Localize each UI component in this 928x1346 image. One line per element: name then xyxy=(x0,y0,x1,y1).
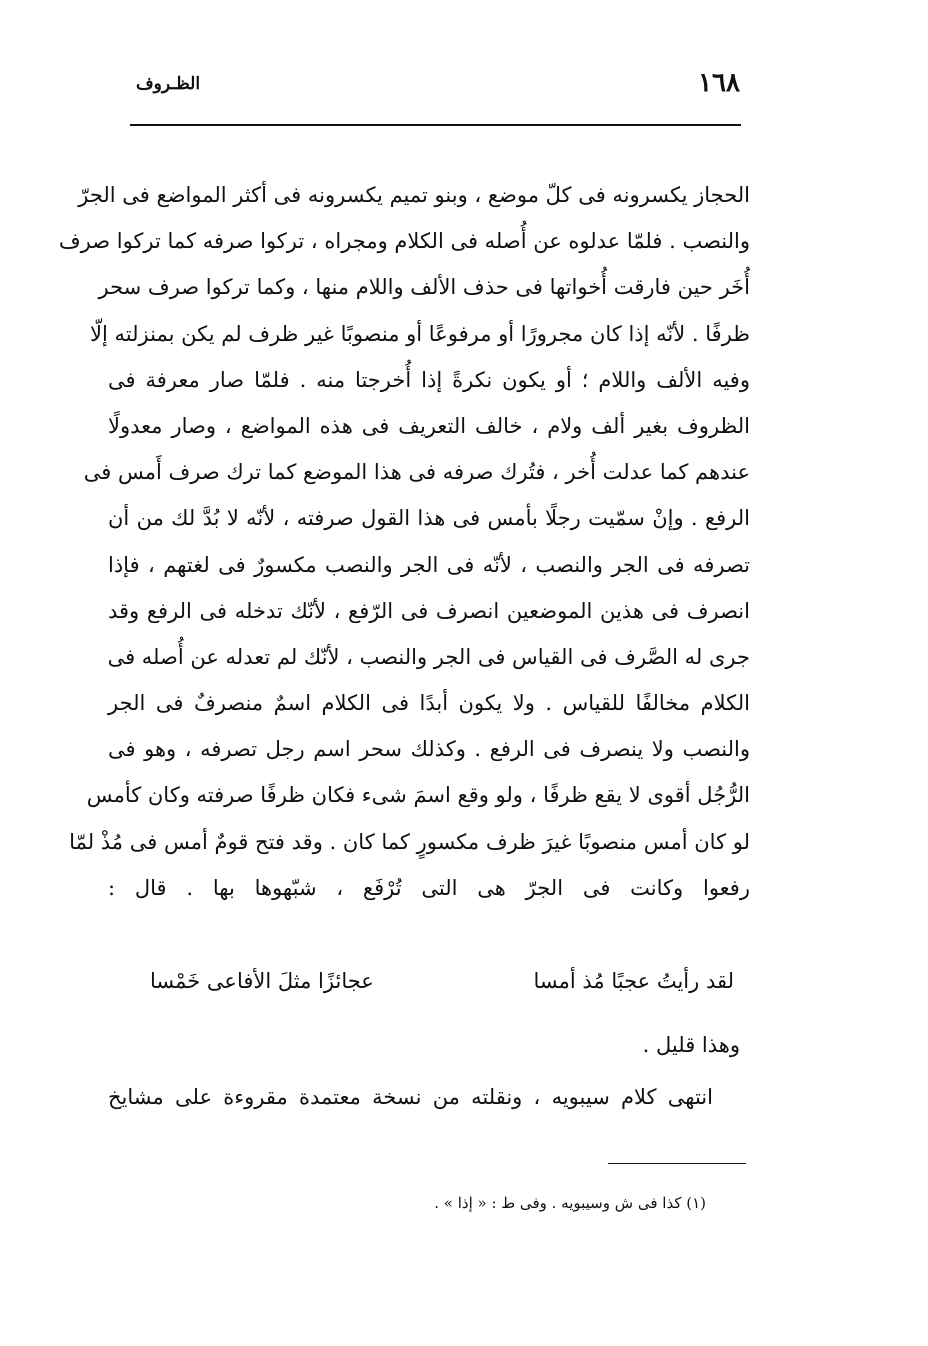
text-line: الظروف بغير ألف ولام ، خالف التعريف فى هذه المواضع ، وصار معدولًا xyxy=(108,413,750,438)
after-verse-text: وهذا قليل . xyxy=(642,1033,740,1057)
text-line: رفعوا وكانت فى الجرّ هى التى تُرْفَع ، شبّهوها بها . قال : xyxy=(108,875,750,900)
body-text xyxy=(58,172,750,911)
page-number: ١٦٨ xyxy=(698,68,740,98)
text-line: انصرف فى هذين الموضعين انصرف فى الرّفع ، لأنّك تدخله فى الرفع وقد xyxy=(108,598,750,623)
text-line: تصرفه فى الجر والنصب ، لأنّه فى الجر والنصب مكسورٌ فى لغتهم ، فإذا xyxy=(108,552,750,577)
text-line: عندهم كما عدلت أُخر ، فتُرك صرفه فى هذا الموضع كما ترك صرف أَمس فى xyxy=(83,460,750,485)
footnote-rule xyxy=(608,1163,746,1164)
closing-line: انتهى كلام سيبويه ، ونقلته من نسخة معتمدة مقروءة على مشايخ xyxy=(108,1085,713,1109)
text-line: وفيه الألف واللام ؛ أو يكون نكرةً إذا أُخرجتا منه . فلمّا صار معرفة فى xyxy=(108,367,750,392)
text-line: لو كان أمس منصوبًا غيرَ ظرف مكسورٍ كما كان . وقد فتح قومٌ أمس فى مُذْ لمّا xyxy=(69,829,750,854)
verse-first-hemistich: لقد رأيتُ عجبًا مُذ أمسا xyxy=(533,969,734,993)
text-line: والنصب . فلمّا عدلوه عن أُصله فى الكلام ومجراه ، تركوا صرفه كما تركوا صرف xyxy=(58,229,750,254)
running-title: الظـروف xyxy=(136,74,201,94)
text-line: الرُّجُل أقوى لا يقع ظرفًا ، ولو وقع اسمَ شىء فكان ظرفًا صرفته وكان كأمس xyxy=(86,783,750,808)
text-line: ظرفًا . لأنّه إذا كان مجرورًا أو مرفوعًا أو منصوبًا غير ظرف لم يكن بمنزلته إلّا xyxy=(90,321,750,346)
page-header xyxy=(130,64,740,104)
text-line: والنصب ولا ينصرف فى الرفع . وكذلك سحر اسم رجل تصرفه ، وهو فى xyxy=(108,737,750,762)
footnote: (١) كذا فى ش وسيبويه . وفى ط : « إذا » . xyxy=(434,1194,706,1212)
text-line: أُخَر حين فارقت أُخواتها فى حذف الألف واللام منها ، وكما تركوا صرف سحر xyxy=(98,275,750,300)
text-line: الرفع . وإنْ سمّيت رجلًا بأمس فى هذا القول صرفته ، لأنّه لا بُدَّ لك من أن xyxy=(108,506,750,531)
poetry-verse xyxy=(150,956,734,1006)
text-line: الكلام مخالفًا للقياس . ولا يكون أبدًا فى الكلام اسمٌ منصرفٌ فى الجر xyxy=(108,691,750,716)
header-rule xyxy=(130,124,741,126)
text-line: جرى له الصَّرف فى القياس فى الجر والنصب ، لأنّك لم تعدله عن أُصله فى xyxy=(107,644,750,669)
verse-second-hemistich: عجائزًا مثلَ الأفاعى خَمْسا xyxy=(150,969,374,993)
text-line: الحجاز يكسرونه فى كلّ موضع ، وبنو تميم يكسرونه فى أكثر المواضع فى الجرّ xyxy=(78,183,750,207)
